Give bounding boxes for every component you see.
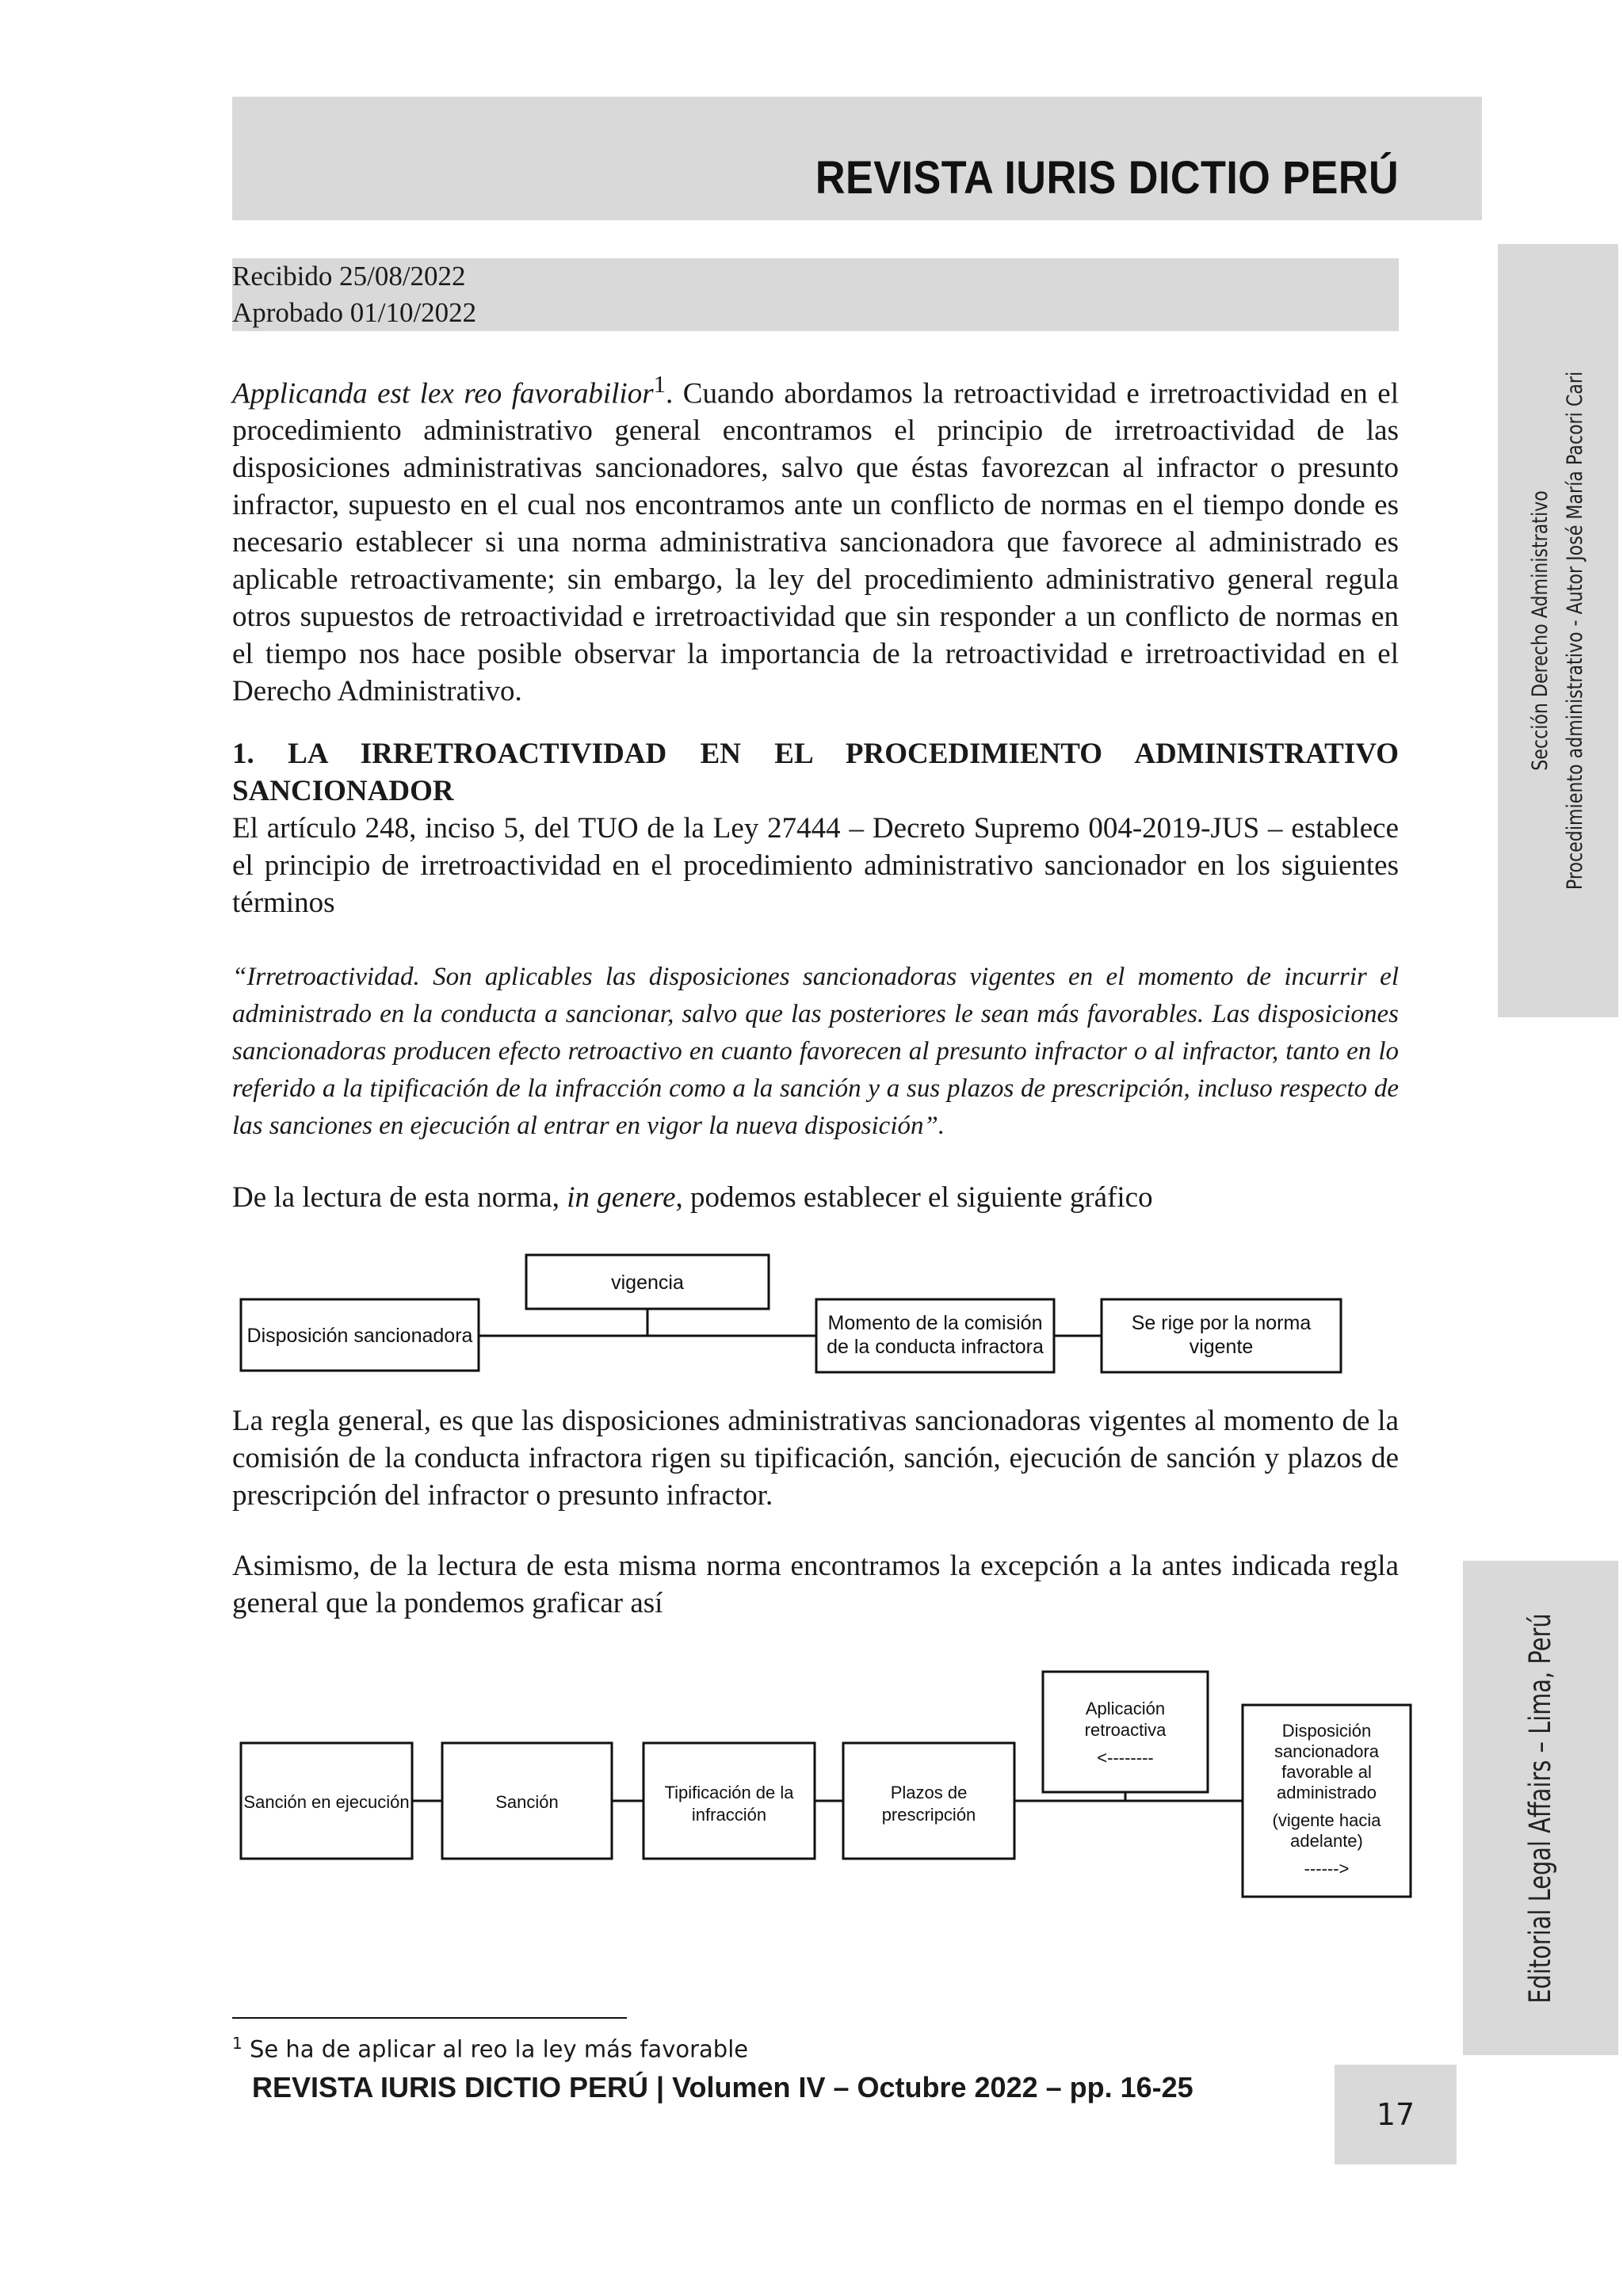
diagram-label: infracción — [691, 1805, 767, 1825]
diagram-label: administrado — [1277, 1783, 1377, 1802]
diagram-label: retroactiva — [1084, 1720, 1167, 1740]
diagram-label: sancionadora — [1274, 1741, 1380, 1761]
reading-post: , podemos establecer el siguiente gráfico — [675, 1181, 1153, 1214]
diagram-label: adelante) — [1290, 1831, 1363, 1851]
intro-text: . Cuando abordamos la retroactividad e irretroactividad en el procedimiento administrativo general encontramos el principio de irretroactividad de las disposiciones administrativas sancionadores, salvo que éstas favorezcan al infractor o presunto infractor, supuesto en el cual nos encontramos ante un conflicto de normas en el tiempo donde es necesario establecer si una norma administrativa sancionadora que favorece al administrado es aplicable retroactivamente; sin embargo, la ley del procedimiento administrativo general regula otros supuestos de retroactividad e irretroactividad que sin responder a un conflicto de normas en el tiempo nos hace posible observar la importancia de la retroactividad e irretroactividad en el Derecho Administrativo. — [232, 377, 1399, 708]
diagram-label: prescripción — [881, 1805, 976, 1825]
diagram-label: Sanción en ejecución — [243, 1792, 410, 1812]
diagram-label: Sanción — [495, 1792, 559, 1812]
diagram-arrow-right: ------> — [1304, 1859, 1350, 1878]
footnote-divider — [232, 2017, 627, 2019]
diagram-label: Disposición sancionadora — [246, 1325, 473, 1347]
section-heading: 1. LA IRRETROACTIVIDAD EN EL PROCEDIMIENTO ADMINISTRATIVO SANCIONADOR — [232, 738, 1399, 807]
page-number: 17 — [1335, 2065, 1457, 2164]
diagram-label: de la conducta infractora — [827, 1336, 1044, 1358]
diagram-label: Se rige por la norma — [1131, 1312, 1312, 1334]
diagram-label: vigencia — [611, 1272, 684, 1294]
diagram-label: Tipificación de la — [664, 1783, 794, 1802]
diagram-label: favorable al — [1281, 1762, 1372, 1782]
footer-citation: REVISTA IURIS DICTIO PERÚ | Volumen IV – Octubre 2022 – pp. 16-25 — [252, 2071, 1193, 2103]
footnote-ref: 1 — [653, 371, 666, 398]
diagram-label: Aplicación — [1085, 1699, 1166, 1718]
diagram-arrow-left: <-------- — [1097, 1748, 1154, 1768]
general-rule-paragraph: La regla general, es que las disposiciones administrativas sancionadoras vigentes al momento de la comisión de la conducta infractora rigen su tipificación, sanción, ejecución de sanción y plazos de prescripción del infractor o presunto infractor. — [232, 1405, 1399, 1512]
latin-maxim: Applicanda est lex reo favorabilior — [232, 377, 654, 410]
footnote-number: 1 — [232, 2034, 242, 2053]
article-paragraph: El artículo 248, inciso 5, del TUO de la Ley 27444 – Decreto Supremo 004-2019-JUS – establece el principio de irretroactividad en el procedimiento administrativo sancionador en los siguientes términos — [232, 812, 1399, 919]
reading-pre: De la lectura de esta norma, — [232, 1181, 567, 1214]
footnote-text: Se ha de aplicar al reo la ley más favorable — [242, 2035, 749, 2063]
publisher-label: Editorial Legal Affairs – Lima, Perú — [1523, 1612, 1558, 2004]
received-date: Recibido 25/08/2022 — [232, 261, 466, 292]
footnote — [232, 2028, 748, 2065]
section-label: Sección Derecho Administrativo — [1528, 490, 1553, 771]
approved-date: Aprobado 01/10/2022 — [232, 297, 477, 328]
diagram-label: (vigente hacia — [1272, 1810, 1381, 1830]
law-quote: “Irretroactividad. Son aplicables las disposiciones sancionadoras vigentes en el momento de incurrir el administrado en la conducta a sancionar, salvo que las posteriores le sean más favorables. Las disposiciones sancionadoras producen efecto retroactivo en cuanto favorecen al presunto infractor o al infractor, tanto en lo referido a la tipificación de la infracción como a la sanción y a sus plazos de prescripción, incluso respecto de las sanciones en ejecución al entrar en vigor la nueva disposición”. — [232, 963, 1399, 1140]
reading-italic: in genere — [567, 1181, 676, 1214]
diagram-label: Momento de la comisión — [827, 1312, 1043, 1334]
diagram-label: Plazos de — [890, 1783, 968, 1802]
exception-paragraph: Asimismo, de la lectura de esta misma norma encontramos la excepción a la antes indicada regla general que la pondemos graficar así — [232, 1550, 1399, 1619]
diagram-label: vigente — [1189, 1336, 1254, 1358]
journal-title: REVISTA IURIS DICTIO PERÚ — [815, 152, 1399, 204]
author-label: Procedimiento administrativo - Autor José María Pacori Cari — [1563, 371, 1588, 891]
diagram-label: Disposición — [1281, 1721, 1372, 1741]
